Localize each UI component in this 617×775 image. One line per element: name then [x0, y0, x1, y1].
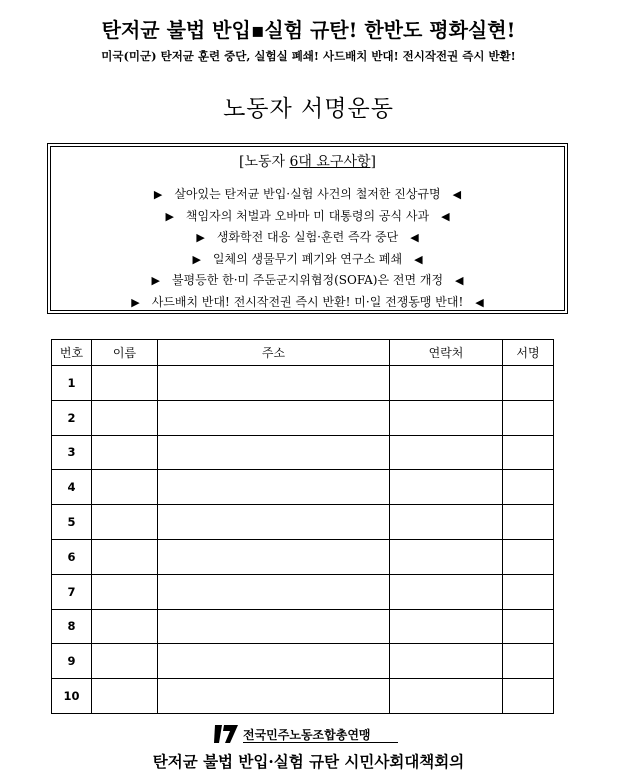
contact-cell[interactable]: [390, 539, 503, 574]
row-number: 8: [52, 609, 92, 644]
name-cell[interactable]: [92, 644, 158, 679]
table-row: [52, 539, 554, 574]
name-cell[interactable]: [92, 574, 158, 609]
row-number: 3: [52, 435, 92, 470]
name-cell[interactable]: [92, 470, 158, 505]
demands-box: [47, 143, 568, 314]
signature-cell[interactable]: [503, 366, 554, 401]
triangle-left-icon: ◀: [452, 188, 462, 201]
signature-cell[interactable]: [503, 400, 554, 435]
signature-table: [51, 339, 554, 714]
address-cell[interactable]: [158, 366, 390, 401]
table-row: [52, 505, 554, 540]
name-cell[interactable]: [92, 400, 158, 435]
contact-cell[interactable]: [390, 435, 503, 470]
name-cell[interactable]: [92, 505, 158, 540]
triangle-right-icon: ▶: [151, 274, 160, 287]
row-number: 2: [52, 400, 92, 435]
demand-item: ▶ 일체의 생물무기 폐기와 연구소 폐쇄 ◀: [192, 251, 423, 266]
signature-cell[interactable]: [503, 435, 554, 470]
org-name: 전국민주노동조합총연맹: [243, 728, 371, 742]
demand-item: ▶ 책임자의 처벌과 오바마 미 대통령의 공식 사과 ◀: [165, 208, 450, 223]
col-header-contact: 연락처: [390, 340, 503, 366]
contact-cell[interactable]: [390, 366, 503, 401]
table-row: [52, 435, 554, 470]
contact-cell[interactable]: [390, 679, 503, 714]
table-row: [52, 366, 554, 401]
col-header-name: 이름: [92, 340, 158, 366]
signature-cell[interactable]: [503, 505, 554, 540]
contact-cell[interactable]: [390, 574, 503, 609]
row-number: 5: [52, 505, 92, 540]
table-row: [52, 470, 554, 505]
address-cell[interactable]: [158, 435, 390, 470]
row-number: 6: [52, 539, 92, 574]
col-header-number: 번호: [52, 340, 92, 366]
address-cell[interactable]: [158, 470, 390, 505]
signature-cell[interactable]: [503, 679, 554, 714]
address-cell[interactable]: [158, 679, 390, 714]
campaign-heading: 노동자 서명운동: [223, 96, 394, 122]
table-row: [52, 574, 554, 609]
org-name-underline: [243, 742, 398, 743]
name-cell[interactable]: [92, 366, 158, 401]
triangle-left-icon: ◀: [410, 231, 419, 244]
contact-cell[interactable]: [390, 470, 503, 505]
triangle-right-icon: ▶: [196, 231, 205, 244]
name-cell[interactable]: [92, 679, 158, 714]
demand-item: ▶ 불평등한 한·미 주둔군지위협정(SOFA)은 전면 개정 ◀: [151, 273, 464, 287]
kctu-logo-icon: [213, 723, 239, 745]
address-cell[interactable]: [158, 644, 390, 679]
demands-title: [노동자 6대 요구사항]: [239, 154, 376, 170]
col-header-signature: 서명: [503, 340, 554, 366]
triangle-left-icon: ◀: [441, 209, 450, 223]
contact-cell[interactable]: [390, 400, 503, 435]
table-header-row: [52, 340, 554, 366]
demand-item: ▶ 생화학전 대응 실험·훈련 즉각 중단 ◀: [196, 230, 419, 244]
signature-cell[interactable]: [503, 574, 554, 609]
contact-cell[interactable]: [390, 609, 503, 644]
triangle-right-icon: ▶: [165, 209, 174, 223]
page-subtitle: 미국(미군) 탄저균 훈련 중단, 실험실 폐쇄! 사드배치 반대! 전시작전권 즉시 반환!: [101, 49, 516, 63]
demands-list: [51, 184, 564, 313]
triangle-left-icon: ◀: [475, 295, 484, 309]
triangle-right-icon: ▶: [192, 252, 201, 266]
council-name: 탄저균 불법 반입·실험 규탄 시민사회대책회의: [152, 752, 465, 771]
row-number: 1: [52, 366, 92, 401]
triangle-left-icon: ◀: [455, 274, 464, 287]
address-cell[interactable]: [158, 505, 390, 540]
page-title: 탄저균 불법 반입▪실험 규탄! 한반도 평화실현!: [101, 18, 516, 42]
table-row: [52, 644, 554, 679]
address-cell[interactable]: [158, 400, 390, 435]
row-number: 7: [52, 574, 92, 609]
name-cell[interactable]: [92, 435, 158, 470]
row-number: 10: [52, 679, 92, 714]
table-row: [52, 609, 554, 644]
col-header-address: 주소: [158, 340, 390, 366]
triangle-left-icon: ◀: [414, 252, 423, 266]
demand-item: ▶ 살아있는 탄저균 반입·실험 사건의 철저한 진상규명 ◀: [153, 187, 462, 201]
row-number: 9: [52, 644, 92, 679]
name-cell[interactable]: [92, 609, 158, 644]
signature-cell[interactable]: [503, 644, 554, 679]
row-number: 4: [52, 470, 92, 505]
contact-cell[interactable]: [390, 505, 503, 540]
triangle-right-icon: ▶: [131, 295, 140, 309]
contact-cell[interactable]: [390, 644, 503, 679]
demand-item: ▶ 사드배치 반대! 전시작전권 즉시 반환! 미·일 전쟁동맹 반대! ◀: [131, 294, 484, 309]
address-cell[interactable]: [158, 539, 390, 574]
table-row: [52, 679, 554, 714]
address-cell[interactable]: [158, 574, 390, 609]
triangle-right-icon: ▶: [153, 188, 163, 201]
signature-cell[interactable]: [503, 470, 554, 505]
table-row: [52, 400, 554, 435]
signature-cell[interactable]: [503, 539, 554, 574]
name-cell[interactable]: [92, 539, 158, 574]
address-cell[interactable]: [158, 609, 390, 644]
signature-cell[interactable]: [503, 609, 554, 644]
